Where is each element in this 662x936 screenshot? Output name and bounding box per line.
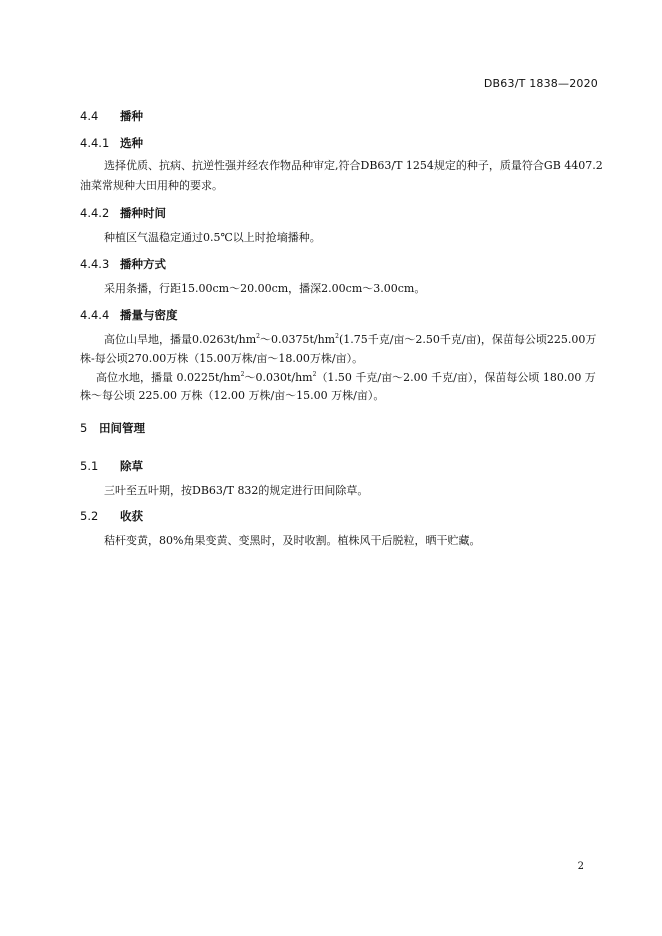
section-number: 4.4.4 [80, 308, 110, 322]
section-title: 田间管理 [99, 421, 145, 435]
paragraph-line: 采用条播，行距15.00cm～20.00cm，播深2.00cm～3.00cm。 [104, 282, 426, 295]
section-title: 播种时间 [120, 206, 166, 220]
page-number: 2 [577, 861, 584, 872]
section-title: 收获 [120, 509, 143, 523]
paragraph-line: 选择优质、抗病、抗逆性强并经农作物品种审定,符合DB63/T 1254规定的种子，质量符合GB 4407.2 [104, 159, 603, 172]
section-heading-5-2 [80, 508, 143, 524]
section-heading-4-4 [80, 108, 143, 124]
paragraph-line: 种植区气温稳定通过0.5℃以上时抢墒播种。 [104, 231, 321, 244]
paragraph-line: 秸杆变黄，80%角果变黄、变黑时，及时收割。植株风干后脱粒，晒干贮藏。 [104, 534, 481, 547]
section-heading-4-4-3 [80, 256, 166, 272]
section-number: 5 [80, 421, 88, 435]
section-heading-4-4-2 [80, 205, 166, 221]
section-number: 5.2 [80, 509, 99, 523]
section-title: 除草 [120, 459, 143, 473]
paragraph-line: 油菜常规种大田用种的要求。 [80, 179, 223, 192]
paragraph-line: 三叶至五叶期，按DB63/T 832的规定进行田间除草。 [104, 484, 369, 497]
standard-code: DB63/T 1838—2020 [483, 77, 598, 90]
paragraph-line: 株～每公顷 225.00 万株（12.00 万株/亩～15.00 万株/亩）。 [80, 389, 385, 402]
section-title: 播种 [120, 109, 143, 123]
section-heading-4-4-1 [80, 135, 143, 151]
section-number: 4.4.2 [80, 206, 110, 220]
section-number: 5.1 [80, 459, 99, 473]
paragraph-line: 高位水地，播量 $0.0225t/hm^2\sim 0.030t/hm^2(1.50$ 千克/亩～2.00 千克/亩），保苗每公顷 180.00 万 [96, 371, 596, 384]
section-number: 4.4 [80, 109, 99, 123]
section-title: 播量与密度 [120, 308, 178, 322]
section-title: 选种 [120, 136, 143, 150]
section-heading-5 [80, 420, 145, 436]
paragraph-line: 高位山旱地，播量$0.0263t/hm^2\sim 0.0375t/hm^2(1.75$千克/亩～2.50千克/亩)，保苗每公顷225.00万 [104, 333, 597, 346]
section-number: 4.4.1 [80, 136, 110, 150]
section-heading-5-1 [80, 458, 143, 474]
section-number: 4.4.3 [80, 257, 110, 271]
section-heading-4-4-4 [80, 307, 178, 323]
paragraph-line: 株-每公顷270.00万株（15.00万株/亩～18.00万株/亩）。 [80, 352, 364, 365]
section-title: 播种方式 [120, 257, 166, 271]
